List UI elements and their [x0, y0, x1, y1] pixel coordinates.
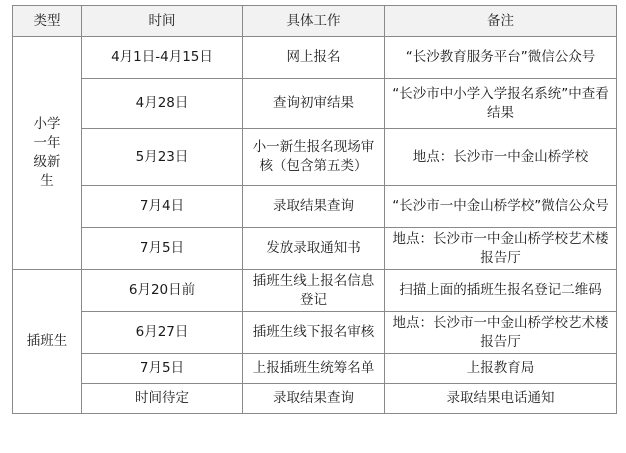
task-cell: 小一新生报名现场审核（包含第五类）	[243, 129, 385, 186]
time-cell: 6月27日	[82, 312, 243, 354]
note-cell: 扫描上面的插班生报名登记二维码	[385, 270, 617, 312]
time-cell: 5月23日	[82, 129, 243, 186]
table-row	[13, 354, 617, 384]
header-type: 类型	[13, 6, 82, 37]
table-row	[13, 129, 617, 186]
time-cell: 6月20日前	[82, 270, 243, 312]
category-cell: 小学一年级新生	[13, 37, 82, 270]
table-row	[13, 270, 617, 312]
note-cell: “长沙市中小学入学报名系统”中查看结果	[385, 79, 617, 129]
header-time: 时间	[82, 6, 243, 37]
time-cell: 7月4日	[82, 186, 243, 228]
task-cell: 录取结果查询	[243, 384, 385, 414]
category-cell: 插班生	[13, 270, 82, 414]
table-row	[13, 186, 617, 228]
table-row	[13, 228, 617, 270]
time-cell: 7月5日	[82, 228, 243, 270]
task-cell: 插班生线上报名信息登记	[243, 270, 385, 312]
note-cell: “长沙教育服务平台”微信公众号	[385, 37, 617, 79]
table-row	[13, 79, 617, 129]
table-row	[13, 384, 617, 414]
time-cell: 4月28日	[82, 79, 243, 129]
note-cell: 地点：长沙市一中金山桥学校艺术楼报告厅	[385, 228, 617, 270]
table-row	[13, 312, 617, 354]
header-row	[13, 6, 617, 37]
task-cell: 网上报名	[243, 37, 385, 79]
header-task: 具体工作	[243, 6, 385, 37]
note-cell: 录取结果电话通知	[385, 384, 617, 414]
task-cell: 发放录取通知书	[243, 228, 385, 270]
header-note: 备注	[385, 6, 617, 37]
note-cell: 地点：长沙市一中金山桥学校艺术楼报告厅	[385, 312, 617, 354]
table-row	[13, 37, 617, 79]
note-cell: 上报教育局	[385, 354, 617, 384]
task-cell: 录取结果查询	[243, 186, 385, 228]
enrollment-schedule-table	[12, 5, 617, 414]
time-cell: 7月5日	[82, 354, 243, 384]
note-cell: 地点：长沙市一中金山桥学校	[385, 129, 617, 186]
task-cell: 查询初审结果	[243, 79, 385, 129]
time-cell: 4月1日-4月15日	[82, 37, 243, 79]
task-cell: 插班生线下报名审核	[243, 312, 385, 354]
task-cell: 上报插班生统筹名单	[243, 354, 385, 384]
time-cell: 时间待定	[82, 384, 243, 414]
note-cell: “长沙市一中金山桥学校”微信公众号	[385, 186, 617, 228]
